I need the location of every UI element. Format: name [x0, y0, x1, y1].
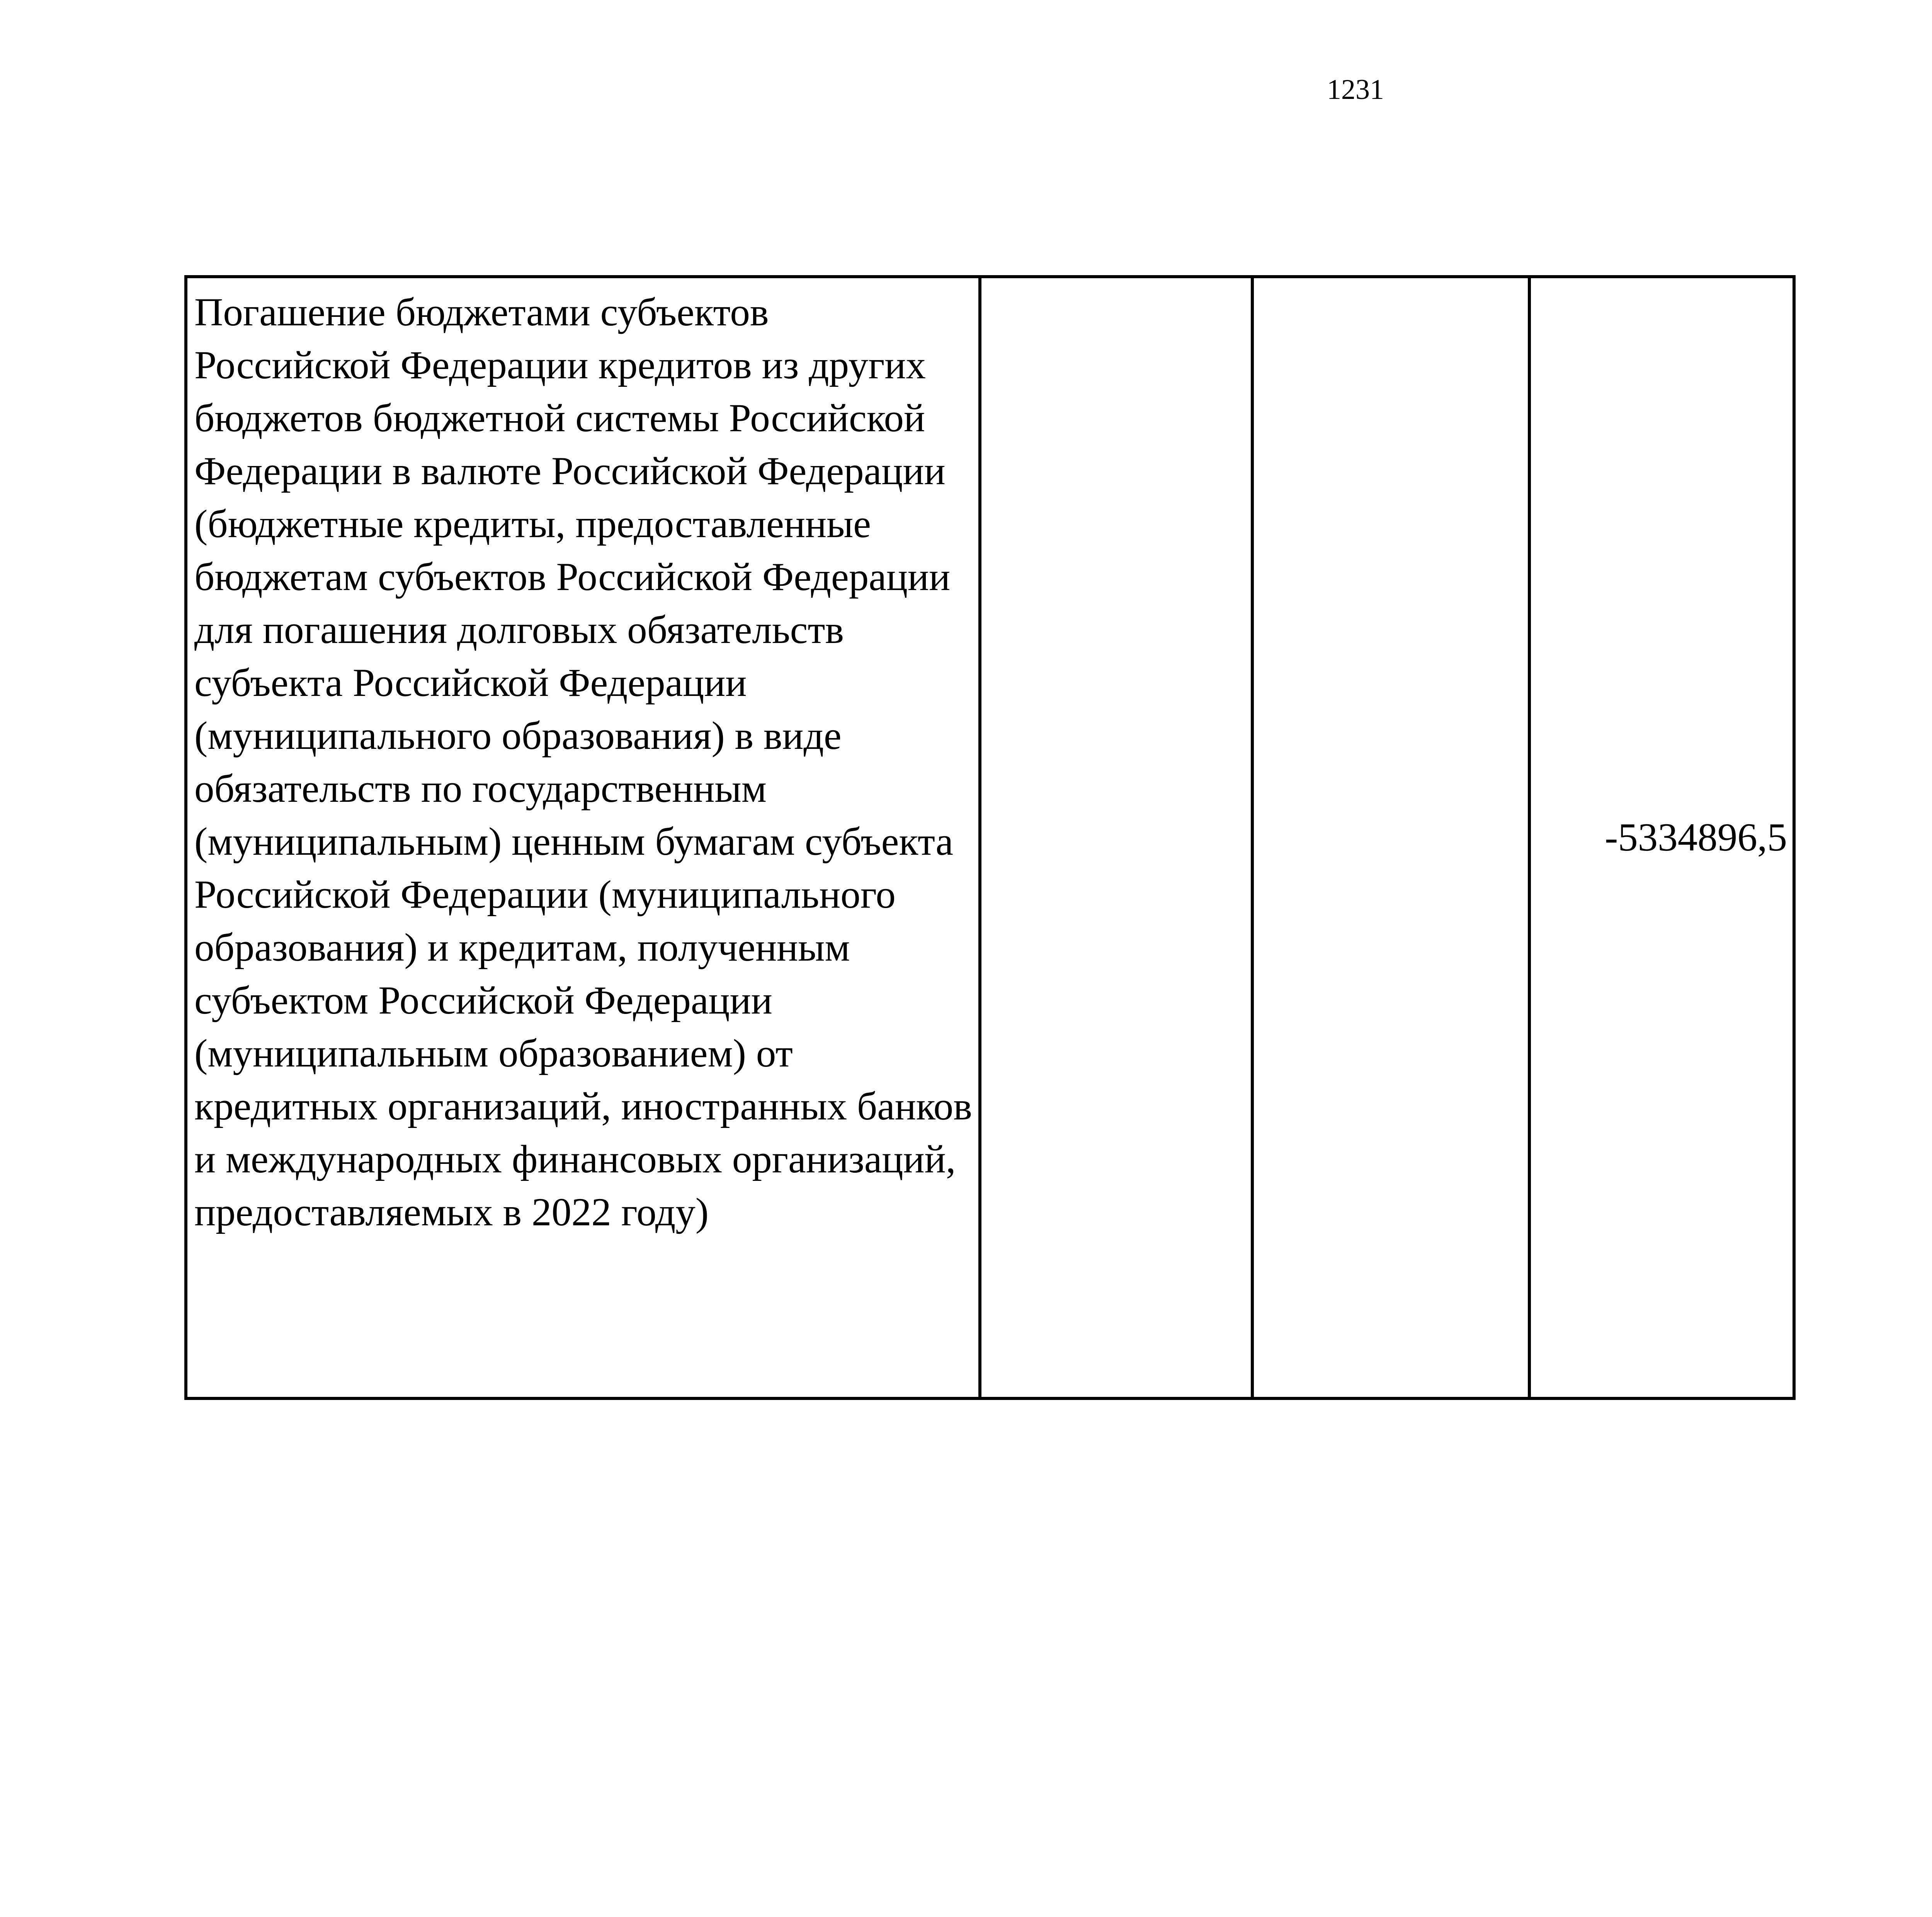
- row-code-cell: [980, 277, 1252, 1398]
- page-number: 1231: [1327, 74, 1384, 105]
- row-description-cell: Погашение бюджетами субъектов Российской Федерации кредитов из других бюджетов бюджетной системы Российской Федерации в валюте Российской Федерации (бюджетные кредиты, предоставленные бюджетам субъектов Российской Федерации для погашения долговых обязательств субъекта Российской Федерации (муниципального образования) в виде обязательств по государственным (муниципальным) ценным бумагам субъекта Российской Федерации (муниципального образования) и кредитам, полученным субъектом Российской Федерации (муниципальным образованием) от кредитных организаций, иностранных банков и международных финансовых организаций, предоставляемых в 2022 году): [186, 277, 980, 1398]
- row-amount-cell: -5334896,5: [1529, 277, 1794, 1398]
- row-empty-cell: [1252, 277, 1529, 1398]
- budget-table: [184, 275, 1796, 1400]
- table-row: [186, 277, 1794, 1398]
